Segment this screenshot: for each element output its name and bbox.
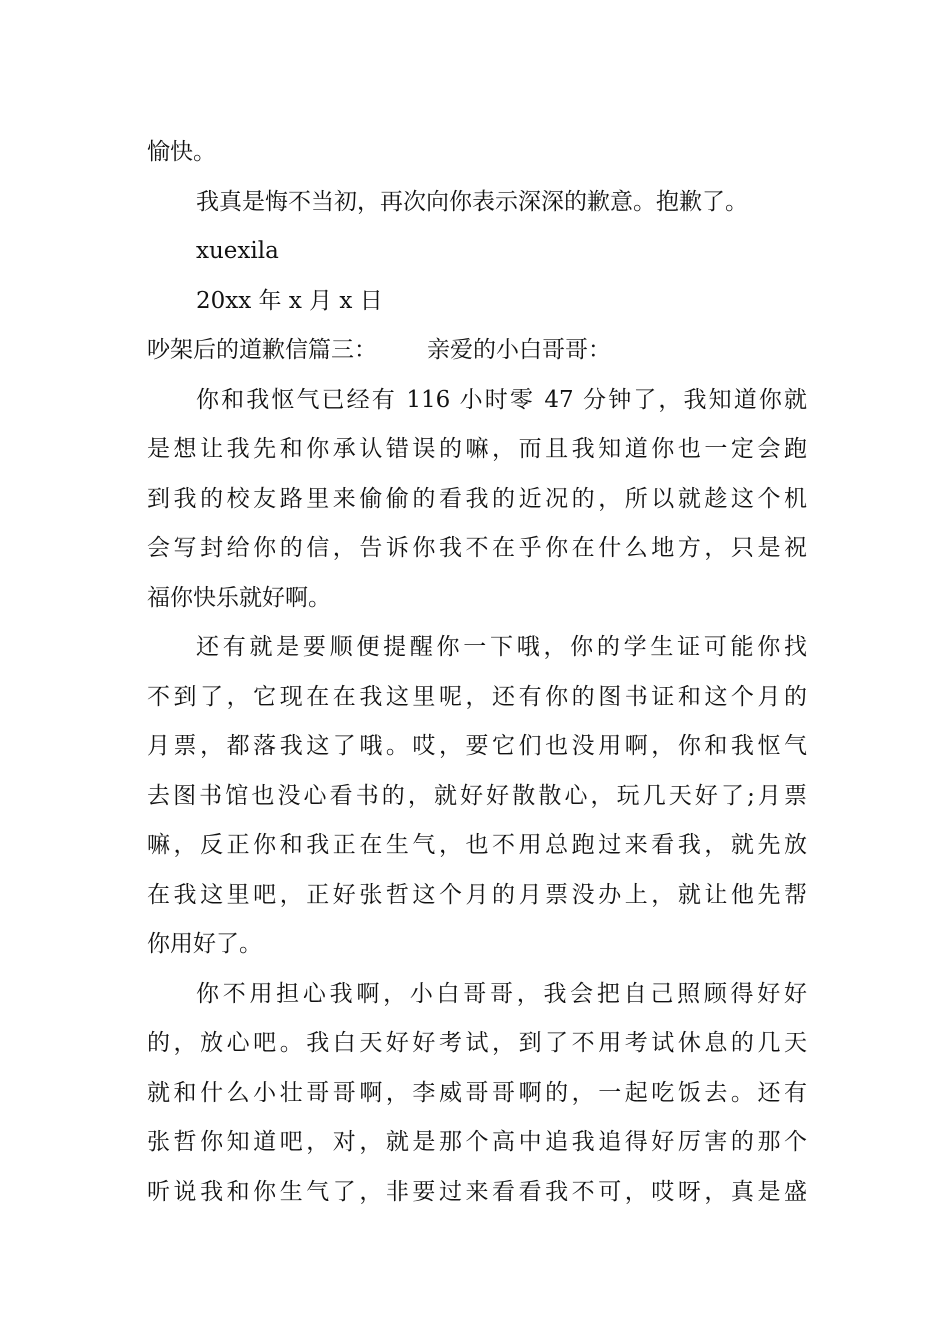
paragraph-line: 月票，都落我这了哦。哎，要它们也没用啊，你和我怄气 [147, 733, 807, 759]
paragraph-line: 的，放心吧。我白天好好考试，到了不用考试休息的几天 [147, 1030, 807, 1056]
paragraph-line: 嘛，反正你和我正在生气，也不用总跑过来看我，就先放 [147, 832, 807, 858]
signature-name: xuexila [196, 238, 279, 264]
paragraph-line: 去图书馆也没心看书的，就好好散散心，玩几天好了;月票 [147, 782, 807, 809]
paragraph-line: 不到了，它现在在我这里呢，还有你的图书证和这个月的 [147, 683, 807, 710]
heading-spacer [377, 326, 427, 376]
text-line: 愉快。 [147, 139, 216, 165]
paragraph-line: 你用好了。 [147, 931, 262, 957]
salutation: 亲爱的小白哥哥： [427, 337, 611, 363]
paragraph-line: 你不用担心我啊，小白哥哥，我会把自己照顾得好好 [196, 980, 807, 1007]
section-title: 吵架后的道歉信篇三： [147, 337, 377, 363]
document-body [147, 128, 807, 1217]
paragraph-line: 福你快乐就好啊。 [147, 584, 331, 611]
section-heading [147, 326, 807, 376]
paragraph-line: 到我的校友路里来偷偷的看我的近况的，所以就趁这个机 [147, 485, 807, 512]
paragraph-line: 张哲你知道吧，对，就是那个高中追我追得好厉害的那个 [147, 1129, 807, 1155]
paragraph-line: 还有就是要顺便提醒你一下哦，你的学生证可能你找 [196, 634, 807, 660]
paragraph-line: 在我这里吧，正好张哲这个月的月票没办上，就让他先帮 [147, 881, 807, 908]
paragraph-line: 你和我怄气已经有 116 小时零 47 分钟了，我知道你就 [196, 386, 807, 413]
paragraph-line: 听说我和你生气了，非要过来看看我不可，哎呀，真是盛 [147, 1178, 807, 1205]
paragraph-line: 就和什么小壮哥哥啊，李威哥哥啊的，一起吃饭去。还有 [147, 1079, 807, 1106]
paragraph-line: 是想让我先和你承认错误的嘛，而且我知道你也一定会跑 [147, 436, 807, 462]
paragraph-line: 会写封给你的信，告诉你我不在乎你在什么地方，只是祝 [147, 535, 807, 561]
signature-date: 20xx 年 x 月 x 日 [196, 287, 383, 314]
text-line: 我真是悔不当初，再次向你表示深深的歉意。抱歉了。 [196, 188, 748, 215]
